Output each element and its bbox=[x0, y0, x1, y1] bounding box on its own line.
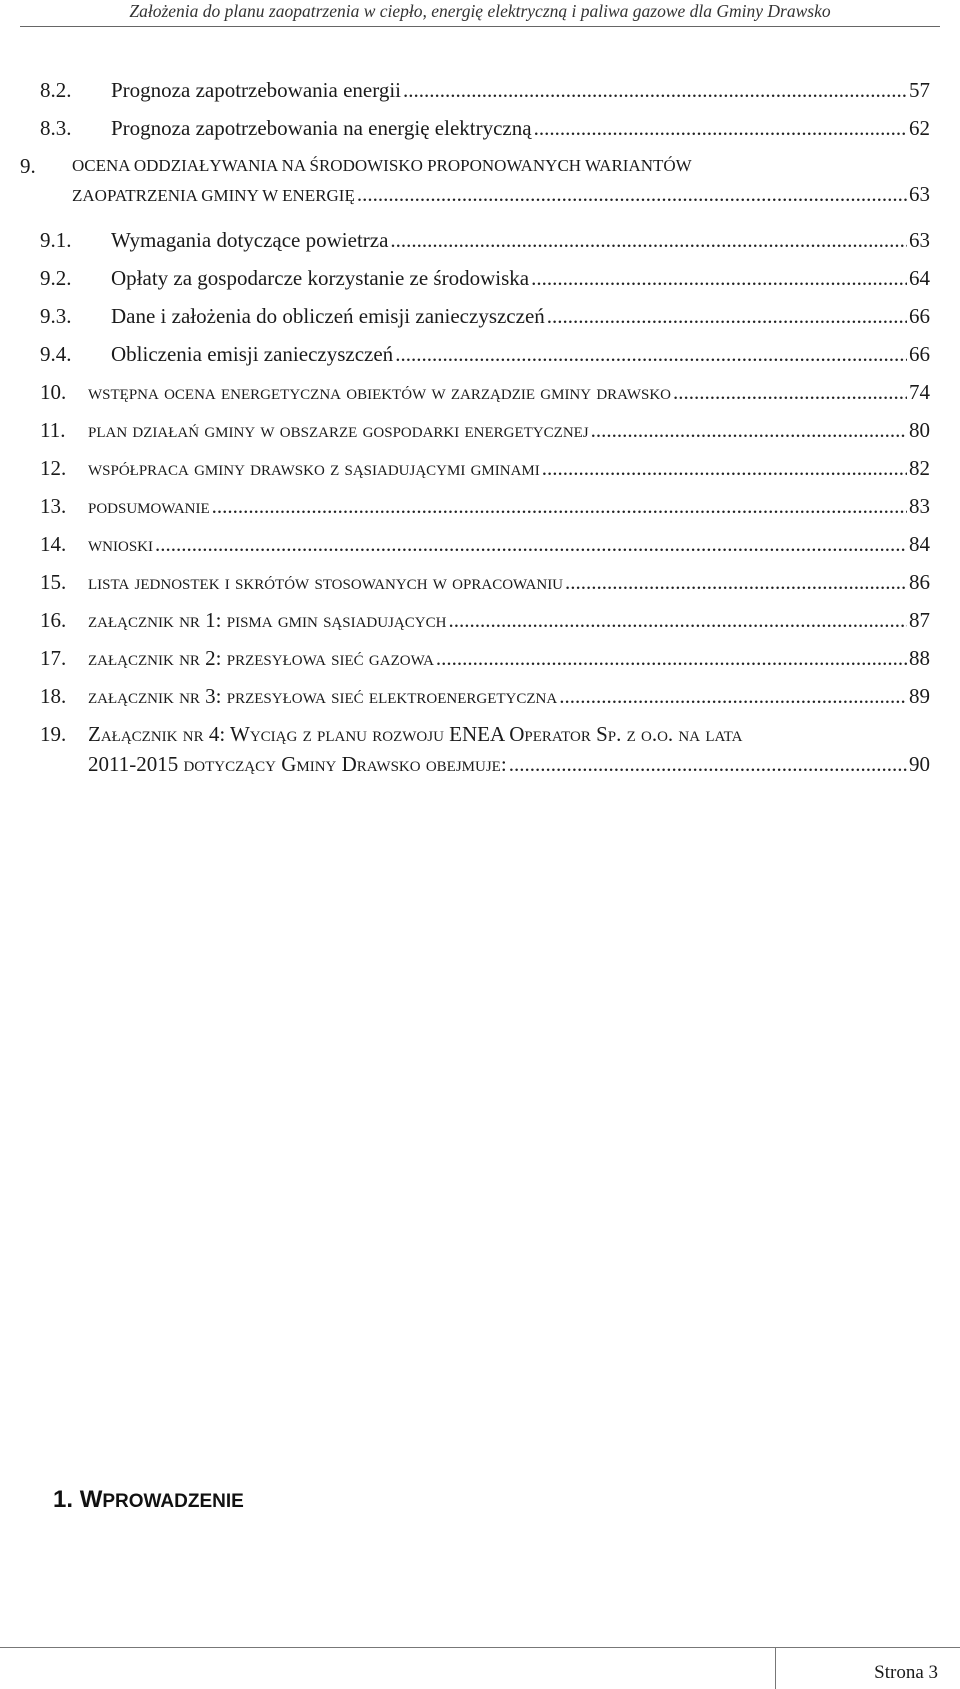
toc-leader-dots bbox=[559, 678, 907, 714]
toc-entry-page: 63 bbox=[909, 182, 930, 206]
toc-leader-dots bbox=[534, 110, 907, 146]
toc-leader-dots bbox=[155, 526, 907, 562]
toc-entry[interactable] bbox=[0, 176, 960, 212]
toc-entry-number: 9.2. bbox=[40, 266, 72, 290]
toc-leader-dots bbox=[591, 412, 907, 448]
toc-entry-number: 9.1. bbox=[40, 228, 72, 252]
toc-entry-page: 83 bbox=[909, 494, 930, 518]
toc-entry-title[interactable]: Prognoza zapotrzebowania na energię elektryczną bbox=[111, 116, 532, 140]
toc-entry-page: 90 bbox=[909, 752, 930, 776]
toc-leader-dots bbox=[531, 260, 907, 296]
toc-entry-title[interactable]: załącznik nr 1: pisma gmin sąsiadujących bbox=[88, 608, 447, 632]
toc-entry[interactable] bbox=[0, 260, 960, 296]
toc-entry-number: 11. bbox=[40, 418, 66, 442]
toc-entry-number: 19. bbox=[40, 722, 67, 746]
toc-entry[interactable] bbox=[0, 488, 960, 524]
toc-leader-dots bbox=[448, 602, 907, 638]
toc-entry[interactable] bbox=[0, 602, 960, 638]
toc-leader-dots bbox=[673, 374, 907, 410]
toc-leader-dots bbox=[509, 746, 907, 782]
toc-entry-page: 80 bbox=[909, 418, 930, 442]
toc-entry-number: 16. bbox=[40, 608, 67, 632]
toc-entry-title-line1[interactable]: Załącznik nr 4: Wyciąg z planu rozwoju ENEA Operator Sp. z o.o. na lata bbox=[88, 722, 743, 746]
toc-entry-page: 63 bbox=[909, 228, 930, 252]
toc-entry-page: 57 bbox=[909, 78, 930, 102]
toc-entry[interactable] bbox=[0, 746, 960, 782]
toc-entry-page: 66 bbox=[909, 304, 930, 328]
toc-entry[interactable] bbox=[0, 374, 960, 410]
toc-entry-page: 84 bbox=[909, 532, 930, 556]
toc-leader-dots bbox=[565, 564, 907, 600]
section-title-rest: PROWADZENIE bbox=[102, 1491, 244, 1512]
toc-entry-page: 86 bbox=[909, 570, 930, 594]
toc-entry-number: 14. bbox=[40, 532, 67, 556]
toc-leader-dots bbox=[436, 640, 907, 676]
toc-entry-page: 62 bbox=[909, 116, 930, 140]
toc-entry[interactable] bbox=[0, 298, 960, 334]
toc-entry-page: 66 bbox=[909, 342, 930, 366]
toc-entry-number: 10. bbox=[40, 380, 67, 404]
toc-entry-title[interactable]: Obliczenia emisji zanieczyszczeń bbox=[111, 342, 394, 366]
toc-entry[interactable] bbox=[0, 412, 960, 448]
toc-entry-title[interactable]: załącznik nr 2: przesyłowa sieć gazowa bbox=[88, 646, 434, 670]
toc-entry-number: 9.4. bbox=[40, 342, 72, 366]
toc-leader-dots bbox=[390, 222, 907, 258]
toc-entry[interactable] bbox=[0, 72, 960, 108]
section-title-initial: W bbox=[79, 1486, 103, 1513]
toc-entry[interactable] bbox=[0, 450, 960, 486]
toc-entry-number: 18. bbox=[40, 684, 67, 708]
toc-entry-number: 9. bbox=[20, 154, 36, 178]
toc-entry-title[interactable]: załącznik nr 3: przesyłowa sieć elektroenergetyczna bbox=[88, 684, 558, 708]
toc-entry-number: 8.3. bbox=[40, 116, 72, 140]
toc-entry-number: 8.2. bbox=[40, 78, 72, 102]
page-number: Strona 3 bbox=[874, 1662, 938, 1683]
toc-entry-title[interactable]: wstępna ocena energetyczna obiektów w zarządzie gminy drawsko bbox=[88, 380, 671, 404]
toc-entry-title[interactable]: Prognoza zapotrzebowania energii bbox=[111, 78, 401, 102]
toc-leader-dots bbox=[403, 72, 907, 108]
toc-entry-number: 13. bbox=[40, 494, 67, 518]
toc-entry-page: 89 bbox=[909, 684, 930, 708]
toc-leader-dots bbox=[547, 298, 907, 334]
toc-entry-number: 9.3. bbox=[40, 304, 72, 328]
toc-entry-title[interactable]: 2011-2015 dotyczący Gminy Drawsko obejmuje: bbox=[88, 752, 507, 776]
section-title bbox=[80, 1486, 244, 1513]
section-heading bbox=[53, 1484, 244, 1518]
toc-entry-title[interactable]: Wymagania dotyczące powietrza bbox=[111, 228, 389, 252]
toc-entry-number: 15. bbox=[40, 570, 67, 594]
toc-entry-title[interactable]: lista jednostek i skrótów stosowanych w opracowaniu bbox=[88, 570, 564, 594]
toc-entry[interactable] bbox=[0, 110, 960, 146]
toc-entry-title[interactable]: wnioski bbox=[88, 532, 153, 556]
toc-entry-title[interactable]: współpraca gminy drawsko z sąsiadującymi gminami bbox=[88, 456, 540, 480]
toc-entry-title[interactable]: podsumowanie bbox=[88, 494, 210, 518]
toc-entry[interactable] bbox=[0, 526, 960, 562]
toc-leader-dots bbox=[212, 488, 907, 524]
toc-entry-page: 74 bbox=[909, 380, 930, 404]
toc-entry-page: 88 bbox=[909, 646, 930, 670]
toc-entry-title[interactable]: Opłaty za gospodarcze korzystanie ze środowiska bbox=[111, 266, 530, 290]
toc-entry[interactable] bbox=[0, 678, 960, 714]
toc-entry-page: 64 bbox=[909, 266, 930, 290]
header-divider bbox=[20, 26, 940, 27]
toc-entry-title-line1[interactable]: OCENA ODDZIAŁYWANIA NA ŚRODOWISKO PROPONOWANYCH WARIANTÓW bbox=[72, 156, 692, 175]
toc-entry-page: 82 bbox=[909, 456, 930, 480]
toc-entry[interactable] bbox=[0, 564, 960, 600]
toc-entry-title[interactable]: ZAOPATRZENIA GMINY W ENERGIĘ bbox=[72, 186, 355, 205]
toc-entry-title[interactable]: Dane i założenia do obliczeń emisji zanieczyszczeń bbox=[111, 304, 545, 328]
toc-leader-dots bbox=[395, 336, 907, 372]
section-number: 1. bbox=[53, 1486, 74, 1513]
toc-entry[interactable] bbox=[0, 336, 960, 372]
toc-entry-number: 12. bbox=[40, 456, 67, 480]
toc-leader-dots bbox=[542, 450, 907, 486]
toc-entry[interactable] bbox=[0, 222, 960, 258]
toc-entry-number: 17. bbox=[40, 646, 67, 670]
toc-entry-page: 87 bbox=[909, 608, 930, 632]
toc-entry[interactable] bbox=[0, 640, 960, 676]
toc-entry-title[interactable]: plan działań gminy w obszarze gospodarki energetycznej bbox=[88, 418, 589, 442]
running-header: Założenia do planu zaopatrzenia w ciepło, energię elektryczną i paliwa gazowe dla Gminy Drawsko bbox=[129, 1, 831, 21]
toc-leader-dots bbox=[357, 176, 907, 212]
